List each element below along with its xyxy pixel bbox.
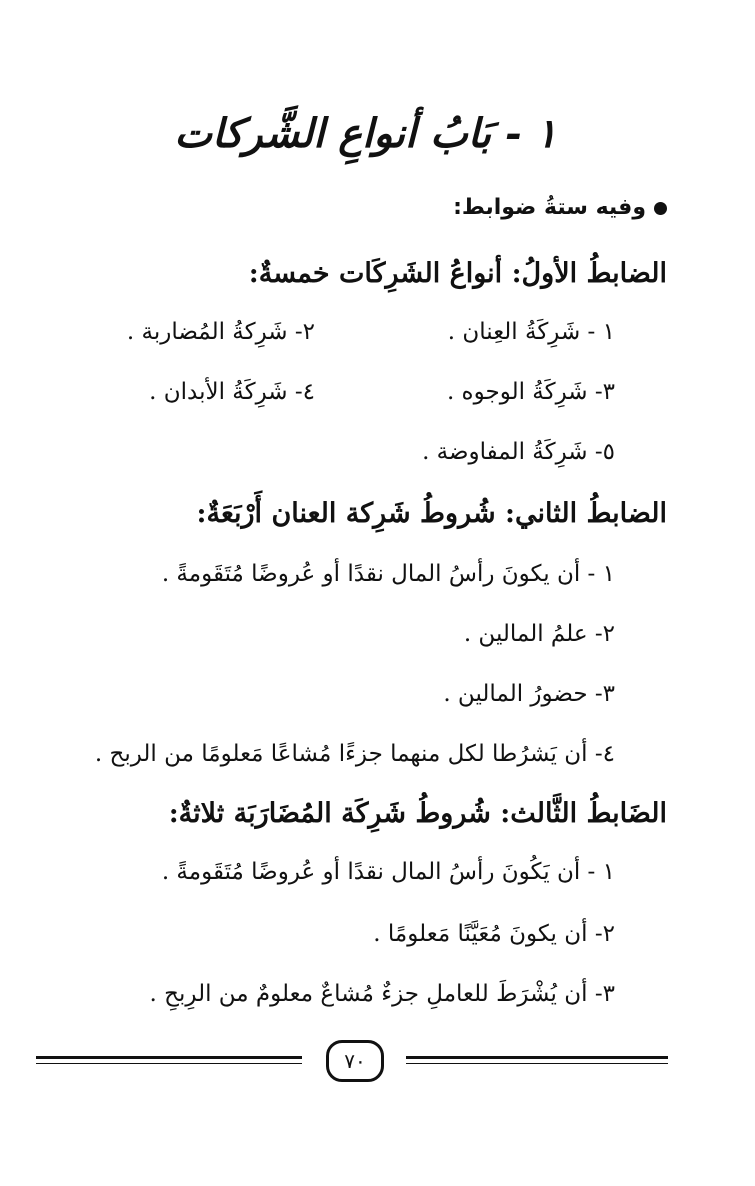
section3-heading: الضَابطُ الثَّالث: شُروطُ شَرِكَة المُضَارَبَة ثلاثةٌ: [168, 798, 667, 829]
bullet-icon [654, 202, 667, 215]
footer-rule-left-thin [36, 1063, 302, 1064]
section2-item-3: ٣- حضورُ المالين . [443, 681, 615, 707]
section1-item-2: ٢- شَرِكةُ المُضاربة . [126, 319, 315, 345]
section2-item-4: ٤- أن يَشرُطا لكل منهما جزءًا مُشاعًا مَعلومًا من الربح . [94, 741, 615, 767]
page-number: ٧٠ [326, 1040, 384, 1082]
section3-item-1: ١ - أن يَكُونَ رأسُ المال نقدًا أو عُروضًا مُتَقَومةً . [161, 859, 615, 885]
section1-item-1: ١ - شَرِكَةُ العِنان . [447, 319, 615, 345]
chapter-title: ١ - بَابُ أنواعِ الشَّركات [174, 110, 557, 157]
section1-item-5: ٥- شَرِكَةُ المفاوضة . [422, 439, 615, 465]
footer-rule-right [406, 1056, 668, 1059]
section1-item-4: ٤- شَرِكَةُ الأبدان . [149, 379, 315, 405]
section1-item-3: ٣- شَرِكَةُ الوجوه . [446, 379, 615, 405]
section3-item-3: ٣- أن يُشْرَطَ للعاملِ جزءٌ مُشاعٌ معلومٌ من الرِبحِ . [149, 981, 615, 1007]
section2-item-2: ٢- علمُ المالين . [463, 621, 615, 647]
section2-item-1: ١ - أن يكونَ رأسُ المال نقدًا أو عُروضًا مُتَقَومةً . [161, 561, 615, 587]
footer-rule-left [36, 1056, 302, 1059]
intro-line [453, 190, 667, 226]
section3-item-2: ٢- أن يكونَ مُعَيَّنًا مَعلومًا . [373, 921, 615, 947]
footer-rule-right-thin [406, 1063, 668, 1064]
section2-heading: الضابطُ الثاني: شُروطُ شَرِكة العنان أَرْبَعَةٌ: [196, 498, 667, 529]
intro-text: وفيه ستةُ ضوابط: [453, 195, 646, 220]
section1-heading: الضابطُ الأولُ: أنواعُ الشَرِكَات خمسةٌ: [248, 258, 667, 289]
